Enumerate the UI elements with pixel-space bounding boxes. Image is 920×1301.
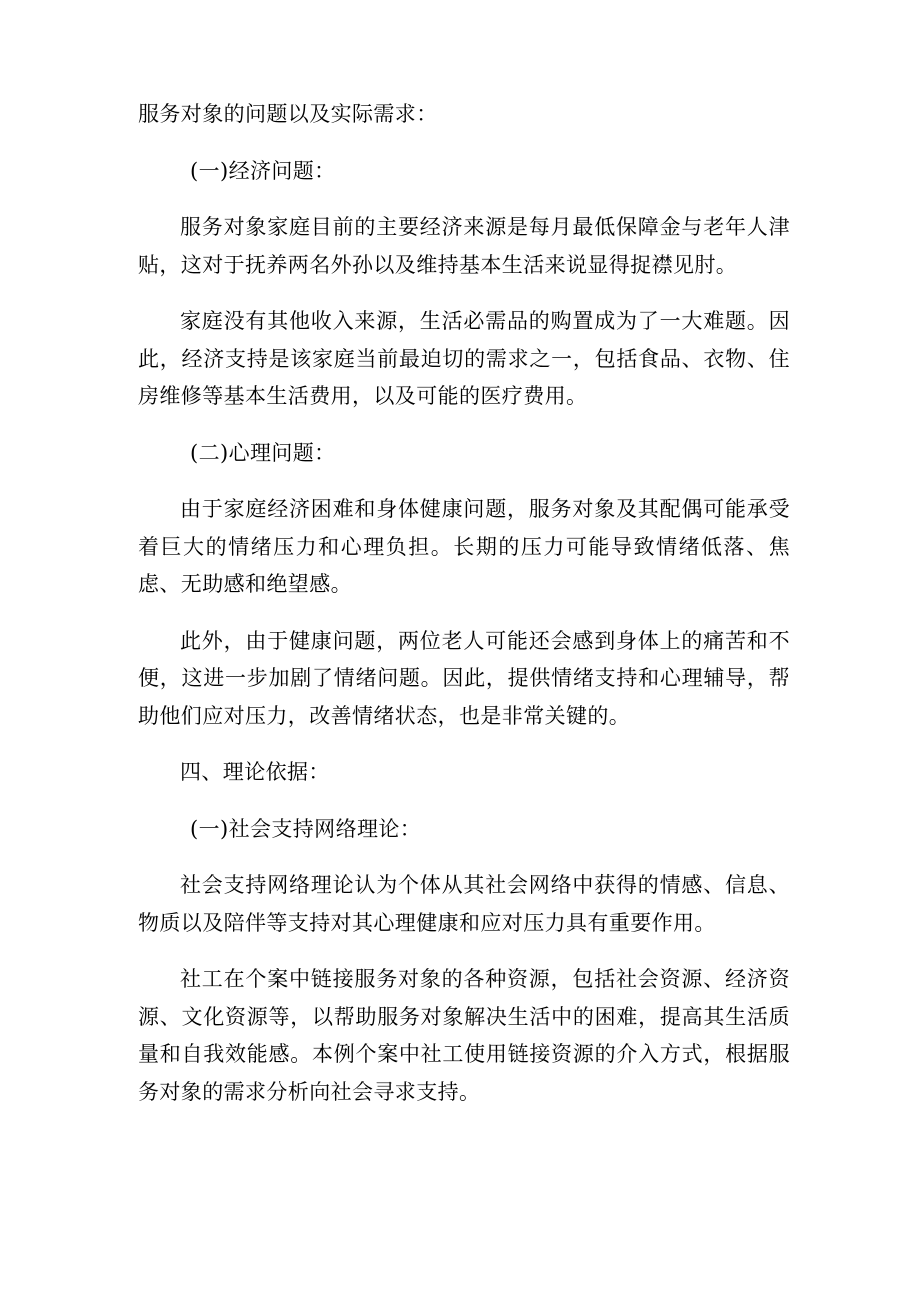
paragraph-theory-definition: 社会支持网络理论认为个体从其社会网络中获得的情感、信息、物质以及陪伴等支持对其心理健康和应对压力具有重要作用。 [138, 873, 790, 935]
subheading-psychological-problem: (二)心理问题： [190, 440, 336, 465]
subheading-social-support-theory: (一)社会支持网络理论： [190, 816, 422, 841]
document-body [138, 96, 790, 1111]
paragraph-psychological-support: 此外，由于健康问题，两位老人可能还会感到身体上的痛苦和不便，这进一步加剧了情绪问题。因此，提供情绪支持和心理辅导，帮助他们应对压力，改善情绪状态，也是非常关键的。 [138, 628, 790, 728]
subheading-economic-problem: (一)经济问题： [190, 158, 336, 183]
paragraph-theory-application: 社工在个案中链接服务对象的各种资源，包括社会资源、经济资源、文化资源等，以帮助服务对象解决生活中的困难，提高其生活质量和自我效能感。本例个案中社工使用链接资源的介入方式，根据服务对象的需求分析向社会寻求支持。 [138, 967, 790, 1104]
paragraph-psychological-pressure: 由于家庭经济困难和身体健康问题，服务对象及其配偶可能承受着巨大的情绪压力和心理负担。长期的压力可能导致情绪低落、焦虑、无助感和绝望感。 [138, 497, 790, 596]
heading-theoretical-basis: 四、理论依据： [180, 760, 330, 784]
intro-line: 服务对象的问题以及实际需求： [138, 102, 438, 126]
paragraph-economic-source: 服务对象家庭目前的主要经济来源是每月最低保障金与老年人津贴，这对于抚养两名外孙以及维持基本生活来说显得捉襟见肘。 [138, 215, 790, 277]
paragraph-economic-need: 家庭没有其他收入来源，生活必需品的购置成为了一大难题。因此，经济支持是该家庭当前最迫切的需求之一，包括食品、衣物、住房维修等基本生活费用，以及可能的医疗费用。 [138, 309, 790, 408]
